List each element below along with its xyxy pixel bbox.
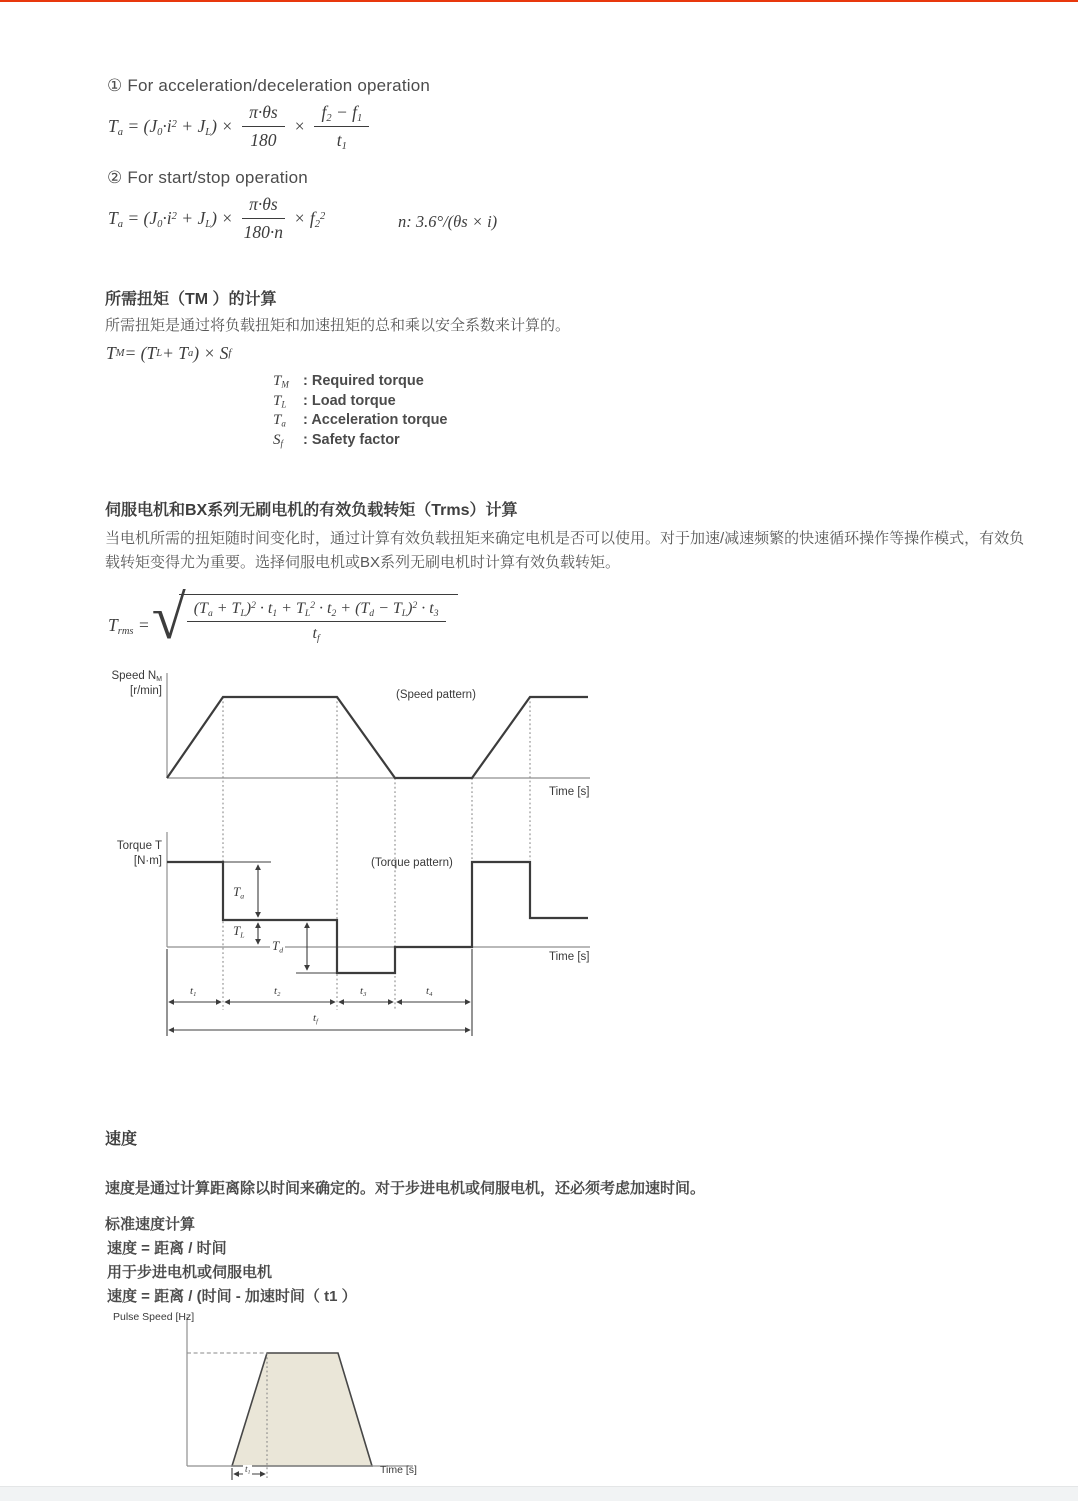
- speed-body: 速度是通过计算距离除以时间来确定的。对于步进电机或伺服电机，还必须考虑加速时间。: [105, 1180, 706, 1197]
- legend-row: [273, 392, 448, 412]
- circled-2-marker: ②: [107, 168, 123, 187]
- trms-fraction: [187, 600, 446, 643]
- torque-legend: [273, 372, 448, 450]
- fraction-denominator: $t_1$: [336, 129, 347, 152]
- radicand: [179, 594, 458, 643]
- t3-label: $t_3$: [360, 985, 367, 998]
- circled-1-marker: ①: [107, 76, 123, 95]
- trms-formula: [106, 584, 458, 656]
- pulse-y-axis-label: Pulse Speed [Hz]: [113, 1311, 195, 1323]
- legend-desc: : Acceleration torque: [303, 412, 448, 428]
- accel-operation-heading: ① For acceleration/deceleration operation: [107, 76, 431, 95]
- ta-label: $T_a$: [233, 884, 245, 901]
- tf-label: $t_f$: [313, 1012, 318, 1025]
- startstop-formula-rhs: × $f_2^2$: [293, 207, 326, 230]
- speed-heading: 速度: [105, 1131, 138, 1148]
- trms-body-line1: 当电机所需的扭矩随时间变化时，通过计算有效负载扭矩来确定电机是否可以使用。对于加速/减速频繁的快速循环操作等操作模式，有效负: [105, 530, 1025, 547]
- speed-pattern-curve: [167, 697, 588, 778]
- legend-symbol: $T_M$: [273, 373, 289, 390]
- torque-time-axis-label: Time [s]: [549, 951, 590, 963]
- footer-bar: [0, 1486, 1078, 1501]
- trms-heading: 伺服电机和BX系列无刷电机的有效负载转矩（Trms）计算: [105, 502, 518, 519]
- accel-fraction-1: [242, 102, 285, 151]
- torque-pattern-curve: [167, 862, 588, 973]
- pulse-t1-label: $t_1$: [245, 1465, 251, 1476]
- t1-label: $t_1$: [190, 985, 197, 998]
- speed-formula-line2: 用于步进电机或伺服电机: [107, 1264, 273, 1281]
- speed-axis-label: Speed $N_M$ [r/min]: [111, 670, 162, 697]
- legend-row: [273, 411, 448, 431]
- legend-desc: : Safety factor: [303, 431, 400, 448]
- required-torque-body: 所需扭矩是通过将负载扭矩和加速扭矩的总和乘以安全系数来计算的。: [105, 317, 571, 334]
- square-root: [151, 584, 458, 656]
- td-label: $T_d$: [272, 938, 284, 955]
- multiply-sign: ×: [293, 115, 306, 136]
- trms-body-line2: 载转矩变得尤为重要。选择伺服电机或BX系列无刷电机时计算有效负载转矩。: [105, 554, 621, 571]
- accel-formula: [106, 100, 376, 152]
- pulse-trapezoid: [232, 1353, 372, 1466]
- pulse-speed-diagram: [110, 1308, 430, 1485]
- startstop-fraction: [242, 194, 285, 243]
- startstop-operation-heading: ② For start/stop operation: [107, 168, 308, 187]
- speed-time-axis-label: Time [s]: [549, 786, 590, 798]
- required-torque-heading: 所需扭矩（TM ）的计算: [105, 291, 277, 308]
- tl-label: $T_L$: [233, 923, 245, 940]
- fraction-denominator: 180: [250, 129, 277, 150]
- speed-formula-line3: 速度 = 距离 / (时间 - 加速时间（ t1 ）: [107, 1288, 357, 1305]
- gear-ratio-note: n: 3.6°/(θs × i): [398, 212, 498, 231]
- speed-torque-diagram: [100, 665, 600, 1045]
- fraction-numerator: $f_2 - f_1$: [314, 102, 369, 127]
- fraction-numerator: π·θs: [242, 194, 285, 219]
- required-torque-formula: T M = (T L + T a ) × S f: [106, 343, 232, 363]
- accel-fraction-2: [314, 102, 369, 151]
- fraction-denominator: 180·n: [243, 221, 284, 242]
- t2-label: $t_2$: [274, 985, 281, 998]
- speed-pattern-label: (Speed pattern): [396, 689, 476, 701]
- legend-desc: : Required torque: [303, 373, 424, 389]
- standard-speed-subheading: 标准速度计算: [105, 1216, 196, 1233]
- torque-axis-label: Torque T [N·m]: [116, 840, 162, 867]
- top-accent-line: [0, 0, 1078, 2]
- legend-symbol: $S_f$: [273, 431, 284, 449]
- torque-pattern-label: (Torque pattern): [371, 857, 453, 869]
- pulse-time-axis-label: Time [s]: [380, 1464, 417, 1476]
- fraction-denominator: $t_f$: [312, 625, 320, 644]
- trms-formula-lhs: $T_{rms}$ =: [108, 614, 150, 637]
- fraction-numerator: π·θs: [242, 102, 285, 127]
- t4-label: $t_4$: [426, 985, 433, 998]
- trms-body: [105, 527, 1024, 575]
- legend-row: [273, 431, 448, 451]
- accel-formula-lhs: $T_a = (J_0\cdot i^2 + J_L)$ ×: [108, 115, 234, 138]
- legend-desc: : Load torque: [303, 392, 396, 409]
- startstop-formula-lhs: $T_a = (J_0\cdot i^2 + J_L)$ ×: [108, 207, 234, 230]
- startstop-formula: [106, 192, 327, 244]
- legend-symbol: $T_L$: [273, 392, 287, 410]
- speed-formula-line1: 速度 = 距离 / 时间: [107, 1240, 227, 1257]
- fraction-numerator: $(T_a + T_L)^2 \cdot t_1 + T_L^2 \cdot t_2 + (T_d - T_L)^2 \cdot t_3$: [187, 600, 446, 622]
- legend-row: [273, 372, 448, 392]
- legend-symbol: $T_a$: [273, 412, 286, 429]
- radical-sign: √: [151, 584, 186, 652]
